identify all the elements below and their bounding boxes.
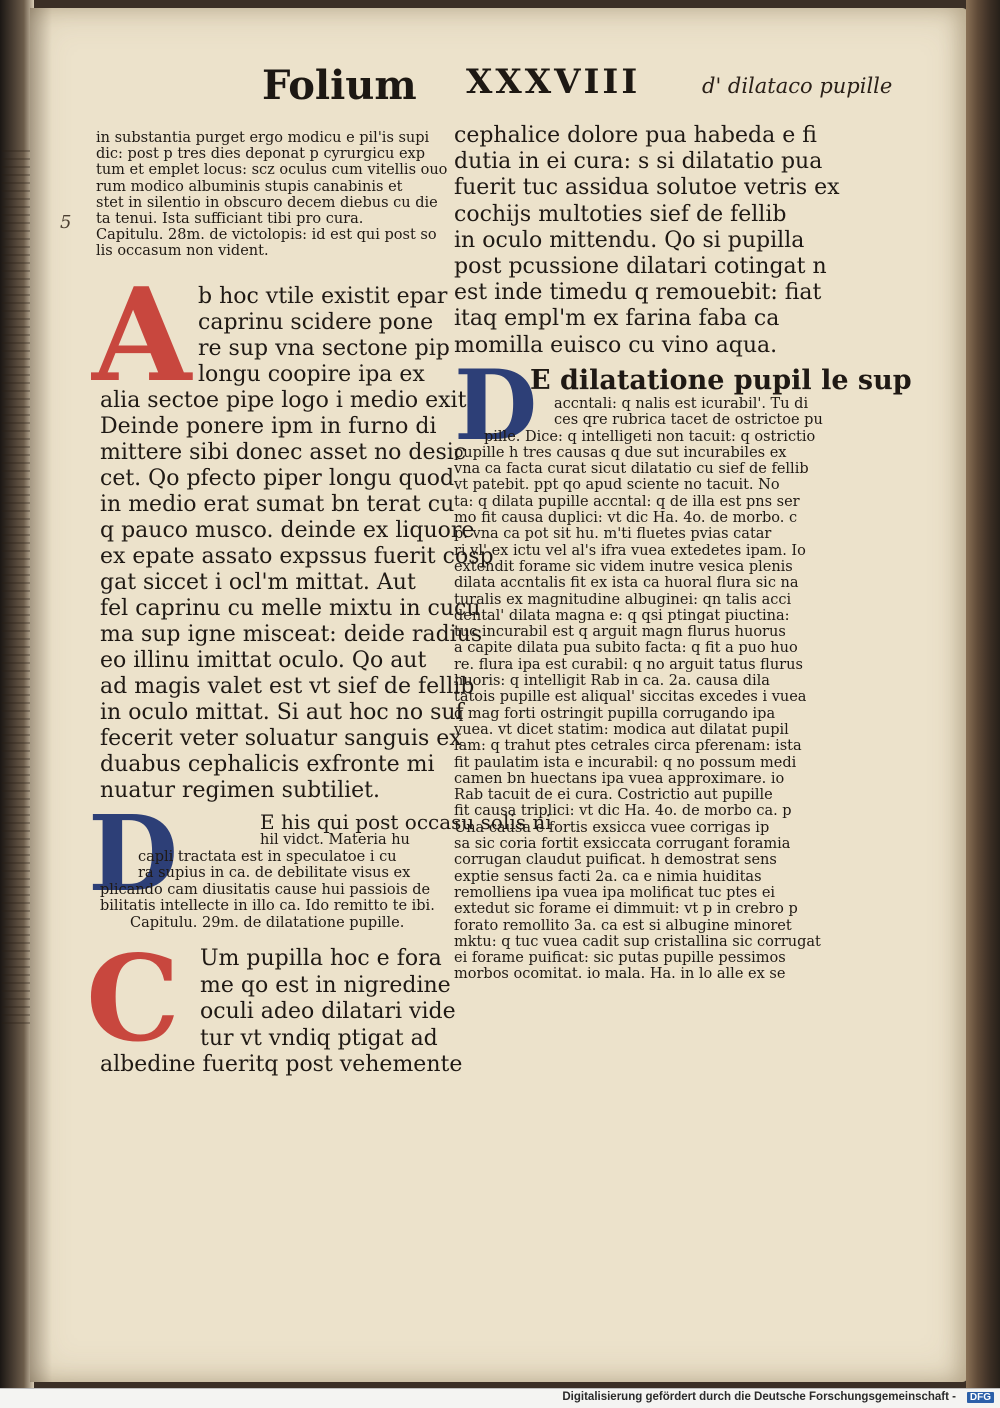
text-line: tatois pupille est aliqual' siccitas excedes i vuea [454,689,807,706]
margin-note: 5 [60,212,72,233]
text-line: dutia in ei cura: s si dilatatio pua [454,149,823,175]
text-line: capli tractata est in speculatoe i cu [138,848,397,865]
text-line: ta: q dilata pupille accntal: q de illa est pns ser [454,493,800,510]
text-line: Una causa e fortis exsicca vuee corrigas ip [454,819,770,836]
text-line: a capite dilata pua subito facta: q fit a puo huo [454,640,798,657]
text-line: fel caprinu cu melle mixtu in cucu [100,596,481,621]
text-line: hil vidct. Materia hu [260,832,410,848]
text-line: extendit forame sic videm inutre vesica plenis [454,558,793,575]
text-line: re. flura ipa est curabil: q no arguit tatus flurus [454,656,803,673]
text-line: cet. Qo pfecto piper longu quod [100,466,455,491]
text-line: cephalice dolore pua habeda e fi [454,123,817,148]
text-line: nuatur regimen subtiliet. [100,778,381,803]
text-line: extedut sic forame ei dimmuit: vt p in crebro p [454,901,798,918]
text-line: stet in silentio in obscuro decem diebus cu die [96,194,438,211]
text-line: post pcussione dilatari cotingat n [454,254,827,280]
text-line: eo illinu imittat oculo. Qo aut [100,648,427,673]
text-line: sa sic coria fortit exsiccata corrugant foramia [454,836,791,853]
text-line: fecerit veter soluatur sanguis ex [100,726,462,751]
text-line: vuea. vt dicet statim: modica aut dilatat pupil [454,721,789,738]
text-line: ces qre rubrica tacet de ostrictoe pu [554,412,823,429]
footer-credit: Digitalisierung gefördert durch die Deutsche Forschungsgemeinschaft - [562,1391,956,1403]
text-line: dental' dilata magna e: q qsi ptingat piuctina: [454,607,790,624]
initial-letter-d-col1: D [88,792,179,915]
folio-number: XXXVIII [466,62,641,102]
text-line: dilata accntalis fit ex ista ca huoral flura sic na [454,575,799,592]
column2-body-a [454,123,840,359]
text-line: E his qui post occasu solis ni [260,810,552,834]
text-line: caprinu scidere pone [198,310,434,335]
text-line: oculi adeo dilatari vide [200,999,456,1024]
facing-page-text [2,150,30,1030]
text-line: albedine fueritq post vehemente [100,1052,463,1077]
text-line: fit paulatim ista e incurabil: q no possum medi [454,754,797,771]
dfg-logo: DFG [967,1392,994,1403]
text-line: q pauco musco. deinde ex liquore [100,518,475,543]
text-line: est inde timedu q remouebit: fiat [454,280,822,306]
text-line: turalis ex magnitudine albuginei: qn talis acci [454,591,792,608]
text-line: vna ca facta curat sicut dilatatio cu sief de fellib [454,461,809,478]
text-line: in medio erat sumat bn terat cu [100,492,455,517]
text-line: mo fit causa duplici: vt dic Ha. 4o. de morbo. c [454,510,798,527]
digitization-footer [0,1388,1000,1408]
text-line: pille. Dice: q intelligeti non tacuit: q ostrictio [484,428,816,445]
text-line: alia sectoe pipe logo i medio exite [100,388,480,413]
text-line: p. vna ca pot sit hu. m'ti fluetes pvias catar [454,526,772,543]
text-line: fit causa triplici: vt dic Ha. 4o. de morbo ca. p [454,803,792,820]
text-line: cochijs multoties sief de fellib [454,201,787,227]
running-head: d' dilataco pupille [702,74,893,98]
text-line: Rab tacuit de ei cura. Costrictio aut pupille [454,787,773,804]
text-line: bilitatis intellecte in illo ca. Ido remitto te ibi. [100,898,435,914]
text-line: fuerit tuc assidua solutoe vetris ex [454,175,840,201]
text-line: in substantia purget ergo modicu e pil'is supi [96,130,430,146]
text-line: forato remollito 3a. ca est si albugine minoret [454,917,792,934]
text-line: mittere sibi donec asset no desic [100,440,467,465]
column1-top-block [96,130,448,260]
chapter-heading: lis occasum non vident. [96,243,269,260]
text-line: rum modico albuminis stupis canabinis et [96,178,403,195]
text-line: tuc incurabil est q arguit magn flurus huorus [454,624,786,641]
initial-letter-d-col2: D [454,349,538,462]
text-line: duabus cephalicis exfronte mi [100,752,435,777]
text-line: camen bn huectans ipa vuea approximare. io [454,770,785,787]
initial-letter-c: C [86,929,180,1068]
text-line: pupille h tres causas q due sut incurabiles ex [454,444,787,461]
chapter-heading: Capitulu. 29m. de dilatatione pupille. [130,914,405,931]
text-line: tur vt vndiq ptigat ad [200,1025,438,1051]
text-line: remolliens ipa vuea ipa molificat tuc ptes ei [454,884,776,901]
text-line: in oculo mittendu. Qo si pupilla [454,227,805,253]
text-line: huoris: q intelligit Rab in ca. 2a. causa dila [454,673,770,690]
text-line: Deinde ponere ipm in furno di [100,414,437,439]
facing-page-edge [0,0,34,1388]
initial-letter-a: A [92,261,192,411]
text-line: re sup vna sectone pip [198,336,450,361]
column1-body-b [100,810,552,931]
chapter-heading: Capitulu. 28m. de victolopis: id est qui post so [96,227,437,244]
text-line: Um pupilla hoc e fora [200,946,442,971]
column1-body-a [100,284,494,804]
text-line: ad magis valet est vt sief de fellib [100,674,475,699]
text-line: b hoc vtile existit epar [198,284,448,309]
text-line: ri vl' ex ictu vel al's ifra vuea extedetes ipam. Io [454,542,806,559]
text-line: corrugan claudut puificat. h demostrat sens [454,852,777,869]
text-line: me qo est in nigredine [200,972,451,998]
text-line: dic: post p tres dies deponat p cyrurgicu exp [96,146,425,163]
text-line: morbos ocomitat. io mala. Ha. in lo alle ex se [454,966,786,983]
text-line: vt patebit. ppt qo apud sciente no tacuit. No [454,477,780,494]
folio-word: Folium [262,62,417,109]
text-line: ex epate assato expssus fuerit cosp [100,544,494,569]
text-line: ma sup igne misceat: deide radius [100,622,483,647]
text-line: accntali: q nalis est icurabil'. Tu di [554,396,809,412]
text-line: itaq empl'm ex farina faba ca [454,306,780,332]
text-line: plicando cam diusitatis cause hui passiois de [100,881,431,898]
book-fore-edge [966,0,1000,1388]
text-line: tum et emplet locus: scz oculus cum vitellis ouo [96,162,448,179]
text-line: ra supius in ca. de debilitate visus ex [138,865,411,881]
text-line: mktu: q tuc vuea cadit sup cristallina sic corrugat [454,933,821,950]
text-line: in oculo mittat. Si aut hoc no suf [100,700,464,725]
column1-body-c [100,946,463,1079]
text-line: ta tenui. Ista sufficiant tibi pro cura. [96,211,364,228]
section-heading: E dilatatione pupil le sup [530,365,912,396]
text-line: q mag forti ostringit pupilla corrugando ipa [454,705,776,722]
text-line: ei forame puificat: sic putas pupille pessimos [454,950,786,967]
text-line: exptie sensus facti 2a. ca e nimia huiditas [454,868,762,885]
text-line: lam: q trahut ptes cetrales circa pferenam: ista [454,738,802,755]
column2-body-b [454,365,912,983]
text-line: gat siccet i ocl'm mittat. Aut [100,570,416,595]
text-line: longu coopire ipa ex [198,362,425,387]
page-gutter-shadow [30,8,52,1382]
text-line: momilla euisco cu vino aqua. [454,332,778,358]
